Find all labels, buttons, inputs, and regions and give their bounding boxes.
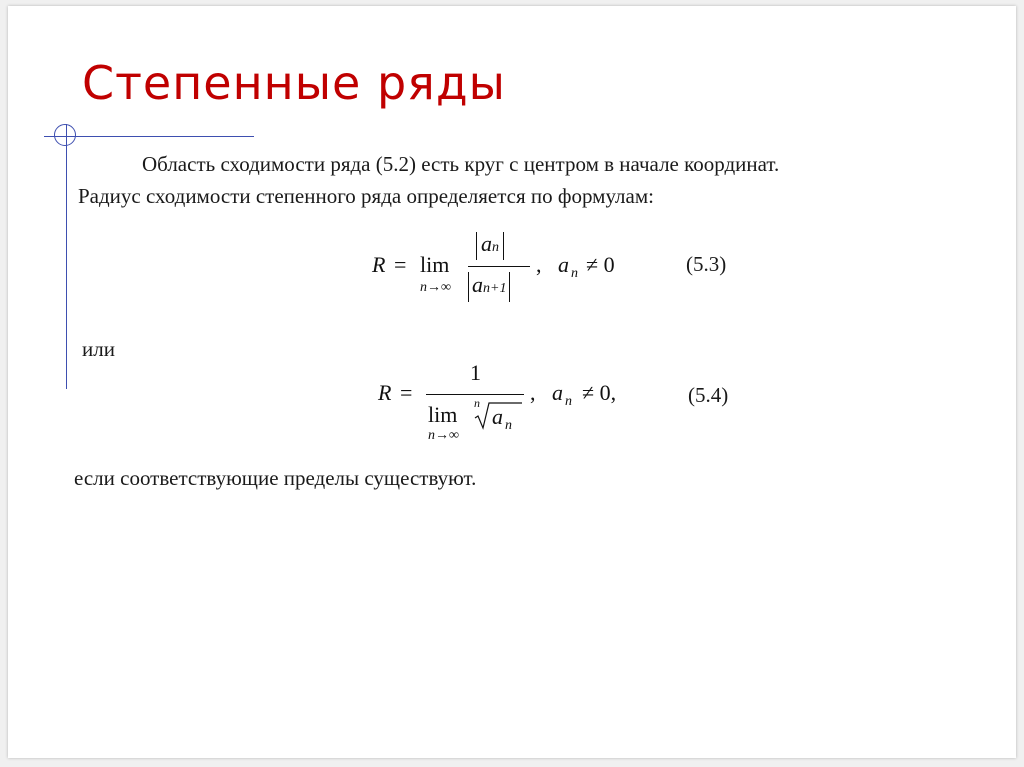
formula-numerator [476, 232, 504, 260]
formula-comma: , [536, 252, 542, 277]
formula-equals: = [400, 380, 413, 405]
condition-subscript: n [571, 266, 578, 281]
equation-number-5-4: (5.4) [688, 383, 729, 407]
paragraph-line-2: Радиус сходимости степенного ряда определяется по формулам: [78, 184, 654, 208]
formula-comma: , [530, 380, 536, 405]
slide-title: Степенные ряды [82, 56, 506, 110]
formula-lim-subscript: n→∞ [428, 428, 459, 443]
formula-R: R [378, 380, 392, 405]
paragraph-line-1: Область сходимости ряда (5.2) есть круг с центром в начале координат. [142, 152, 780, 176]
formula-numerator: 1 [470, 360, 481, 385]
root-index: n [474, 396, 480, 410]
denominator-a: a [472, 272, 483, 297]
condition-a: a [558, 252, 569, 277]
numerator-subscript: n [492, 240, 499, 255]
fraction-bar [426, 394, 524, 395]
radicand-subscript: n [505, 418, 512, 433]
closing-text: если соответствующие пределы существуют. [74, 466, 477, 490]
denominator-subscript: n+1 [483, 281, 507, 296]
numerator-a: a [481, 231, 492, 256]
fraction-bar [468, 266, 530, 267]
formula-lim: lim [420, 252, 450, 277]
formula-5-4 [378, 360, 648, 450]
condition-subscript: n [565, 394, 572, 409]
radicand-a: a [492, 404, 503, 429]
formula-equals: = [394, 252, 407, 277]
formula-denominator [468, 272, 510, 302]
equation-number-5-3: (5.3) [686, 252, 727, 276]
formula-R: R [372, 252, 386, 277]
connector-text: или [82, 337, 115, 361]
formula-lim-subscript: n→∞ [420, 280, 451, 295]
condition-a: a [552, 380, 563, 405]
formula-5-3 [372, 228, 642, 310]
condition-relation: ≠ 0, [582, 380, 617, 405]
formula-lim: lim [428, 402, 458, 427]
decorative-vertical-line [66, 124, 67, 389]
decorative-circle [54, 124, 76, 146]
condition-relation: ≠ 0 [586, 252, 615, 277]
